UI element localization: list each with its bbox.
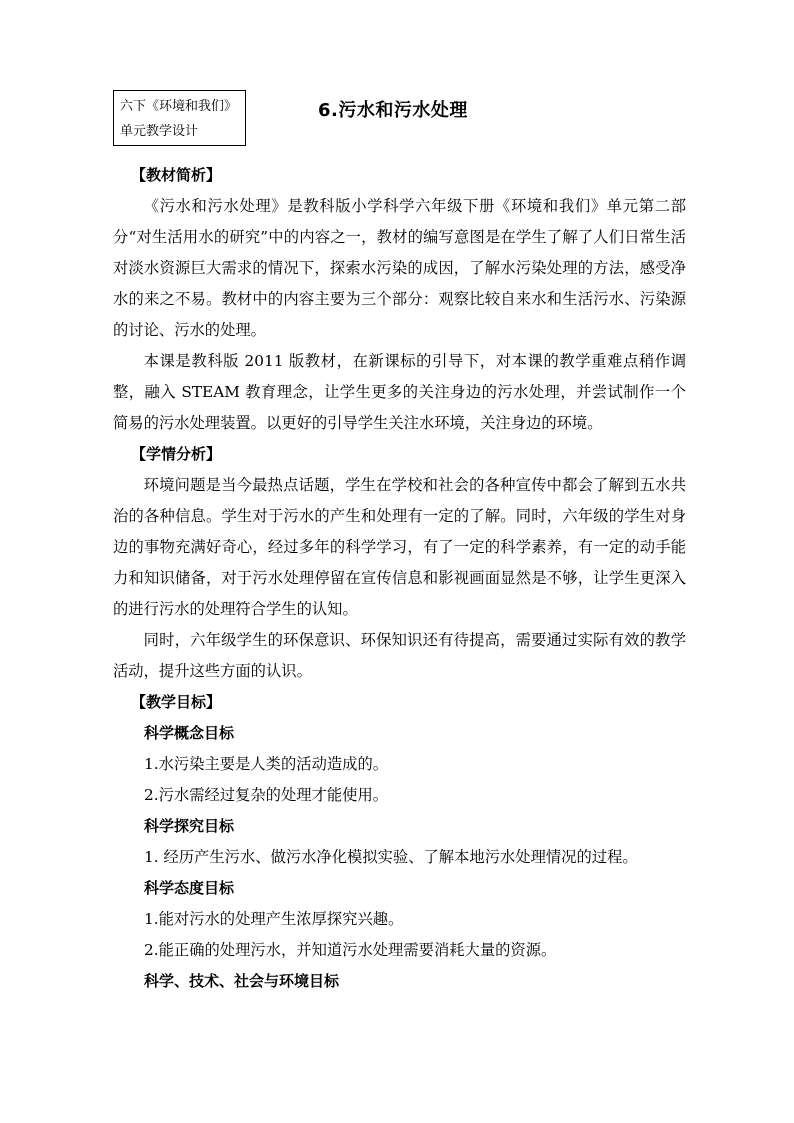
textbook-paragraph-1: 《污水和污水处理》是教科版小学科学六年级下册《环境和我们》单元第二部分“对生活用水的研究”中的内容之一，教材的编写意图是在学生了解了人们日常生活对淡水资源巨大需求的情况下，探索水污染的成因，了解水污染处理的方法，感受净水的来之不易。教材中的内容主要为三个部分：观察比较自来水和生活污水、污染源的讨论、污水的处理。	[113, 197, 686, 339]
unit-label-line1: 六下《环境和我们》	[120, 99, 238, 114]
goal-item: 1. 经历产生污水、做污水净化模拟实验、了解本地污水处理情况的过程。	[144, 848, 638, 866]
section-heading-goals: 【教学目标】	[131, 693, 222, 711]
page-title: 6.污水和污水处理	[318, 100, 468, 121]
students-paragraph-2: 同时，六年级学生的环保意识、环保知识还有待提高，需要通过实际有效的教学活动，提升这些方面的认识。	[113, 631, 686, 680]
goal-item: 2.污水需经过复杂的处理才能使用。	[144, 786, 389, 804]
goal-heading-stse: 科学、技术、社会与环境目标	[144, 972, 340, 990]
goal-heading-inquiry: 科学探究目标	[144, 817, 235, 835]
goal-item: 2.能正确的处理污水，并知道污水处理需要消耗大量的资源。	[144, 941, 557, 959]
section-heading-textbook: 【教材简析】	[131, 166, 222, 184]
unit-label-line2: 单元教学设计	[120, 124, 199, 139]
document-body	[113, 160, 686, 997]
goal-heading-concept: 科学概念目标	[144, 724, 235, 742]
unit-label-box	[113, 90, 246, 146]
goal-item: 1.能对污水的处理产生浓厚探究兴趣。	[144, 910, 404, 928]
textbook-paragraph-2: 本课是教科版 2011 版教材，在新课标的引导下，对本课的教学重难点稍作调整，融入 STEAM 教育理念，让学生更多的关注身边的污水处理，并尝试制作一个简易的污水处理装置。以更好的引导学生关注水环境，关注身边的环境。	[113, 352, 686, 432]
students-paragraph-1: 环境问题是当今最热点话题，学生在学校和社会的各种宣传中都会了解到五水共治的各种信息。学生对于污水的产生和处理有一定的了解。同时，六年级的学生对身边的事物充满好奇心，经过多年的科学学习，有了一定的科学素养，有一定的动手能力和知识储备，对于污水处理停留在宣传信息和影视画面显然是不够，让学生更深入的进行污水的处理符合学生的认知。	[113, 476, 686, 618]
goal-item: 1.水污染主要是人类的活动造成的。	[144, 755, 389, 773]
goal-heading-attitude: 科学态度目标	[144, 879, 235, 897]
section-heading-students: 【学情分析】	[131, 445, 222, 463]
